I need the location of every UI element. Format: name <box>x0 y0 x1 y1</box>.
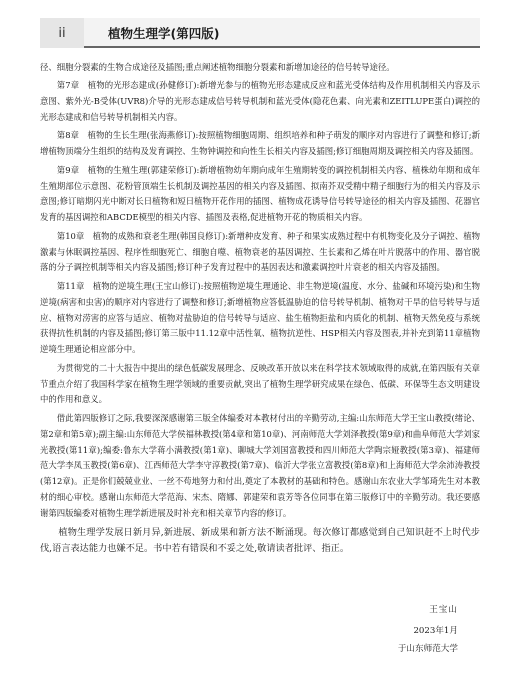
signature-place: 于山东师范大学 <box>397 644 458 654</box>
body-text <box>40 60 480 560</box>
paragraph-chapter-10: 第10章 植物的成熟和衰老生理(韩国良修订):新增种皮发育、种子和果实成熟过程中有机物变化及分子调控、植物激素与休眠调控基因、程序性细胞死亡、细胞自噬、植物衰老的基因调控、生长素和乙烯在叶片脱落中的作用、器官脱落的分子调控机制等相关内容及插图;修订种子发育过程中的基因表达和激素调控叶片衰老的相关内容及插图。 <box>40 230 480 273</box>
running-header <box>0 18 520 48</box>
book-title: 植物生理学(第四版) <box>108 26 220 41</box>
paragraph-chapter-8: 第8章 植物的生长生理(张海燕修订):按照植物细胞周期、组织培养和种子萌发的顺序对内容进行了调整和修订;新增植物顶端分生组织的结构及发育调控、生物钟调控和向性生长相关内容及插图;修订细胞周期及调控相关内容及插图。 <box>40 130 480 157</box>
page-number: ii <box>40 18 84 48</box>
signature-date: 2023年1月 <box>413 626 458 636</box>
paragraph-green-development: 为贯彻党的二十大报告中提出的绿色低碳发展理念、反映改革开放以来在科学技术领域取得的成就,在第四版有关章节重点介绍了我国科学家在植物生理学领域的重要贡献,突出了植物生理学研究成果在绿色、低碳、环保等生态文明建设中的作用和意义。 <box>40 362 480 405</box>
paragraph-acknowledgements: 借此第四版修订之际,我要深深感谢第三版全体编委对本教材付出的辛勤劳动,主编:山东师范大学王宝山教授(绪论、第2章和第5章);副主编:山东师范大学侯福林教授(第4章和第10章)、河南师范大学刘泽教授(第9章)和曲阜师范大学刘家光教授(第11章);编委:鲁东大学蒋小满教授(第1章)、聊城大学刘国富教授和四川师范大学陶宗娅教授(第3章)、福建师范大学李凤玉教授(第6章)、江西师范大学李守淳教授(第7章)、临沂大学张立富教授(第8章)和上海师范大学余沛涛教授(第12章)。正是你们兢兢业业、一丝不苟地努力和付出,奠定了本教材的基础和特色。感谢山东农业大学邹琦先生对本教材的细心审校。感谢山东师范大学范海、宋杰、隋娜、郭建荣和袁芳等各位同事在第三版修订中的辛勤劳动。我还要感谢第四版编委对植物生理学新进展及时补充和相关章节内容的修订。 <box>40 412 480 519</box>
paragraph-chapter-7: 第7章 植物的光形态建成(孙健修订):新增光参与的植物光形态建成反应和蓝光受体结构及作用机制相关内容及示意图、紫外光-B受体(UVR8)介导的光形态建成信号转导机制和蓝光受体(隐花色素、向光素和ZEITLUPE蛋白)调控的光形态建成和信号转导机制相关内容。 <box>40 80 480 123</box>
paragraph-continuation: 径、细胞分裂素的生物合成途径及插图;重点阐述植物细胞分裂素和新增加途径的信号转导途径。 <box>40 62 395 72</box>
paragraph-chapter-11: 第11章 植物的逆境生理(王宝山修订):按照植物逆境生理通论、非生物逆境(温度、水分、盐碱和环境污染)和生物逆境(病害和虫害)的顺序对内容进行了调整和修订;新增植物应答低温胁迫的信号转导机制、植物对干旱的信号转导与适应、植物对涝害的应答与适应、植物对盐胁迫的信号转导与适应、盐生植物拒盐和内质化的机制、植物天然免疫与系统获得抗性机制的内容及插图;修订第三版中11.12章中活性氧、植物抗逆性、HSP相关内容及图表,并补充到第11章植物逆境生理通论相应部分中。 <box>40 280 480 355</box>
author-signature: 王宝山 <box>429 605 458 615</box>
paragraph-closing: 植物生理学发展日新月异,新进展、新成果和新方法不断涌现。每次修订都感觉到自己知识赶不上时代步伐,语言表达能力也嫌不足。书中若有错误和不妥之处,敬请读者批评、指正。 <box>40 526 480 555</box>
paragraph-chapter-9: 第9章 植物的生殖生理(郭建荣修订):新增植物幼年期向成年生殖期转变的调控机制相关内容、植株幼年期和成年生殖期部位示意图、花粉管顶端生长机制及调控基因的相关内容及插图、拟南芥双受精中精子细胞行为的相关内容及示意图;修订暗期闪光中断对长日植物和短日植物开花作用的插图、植物成花诱导信号转导途径的相关内容及插图、花器官发育的基因调控和ABCDE模型的相关内容、插图及表格,促进植物开花的物质相关内容。 <box>40 164 480 223</box>
